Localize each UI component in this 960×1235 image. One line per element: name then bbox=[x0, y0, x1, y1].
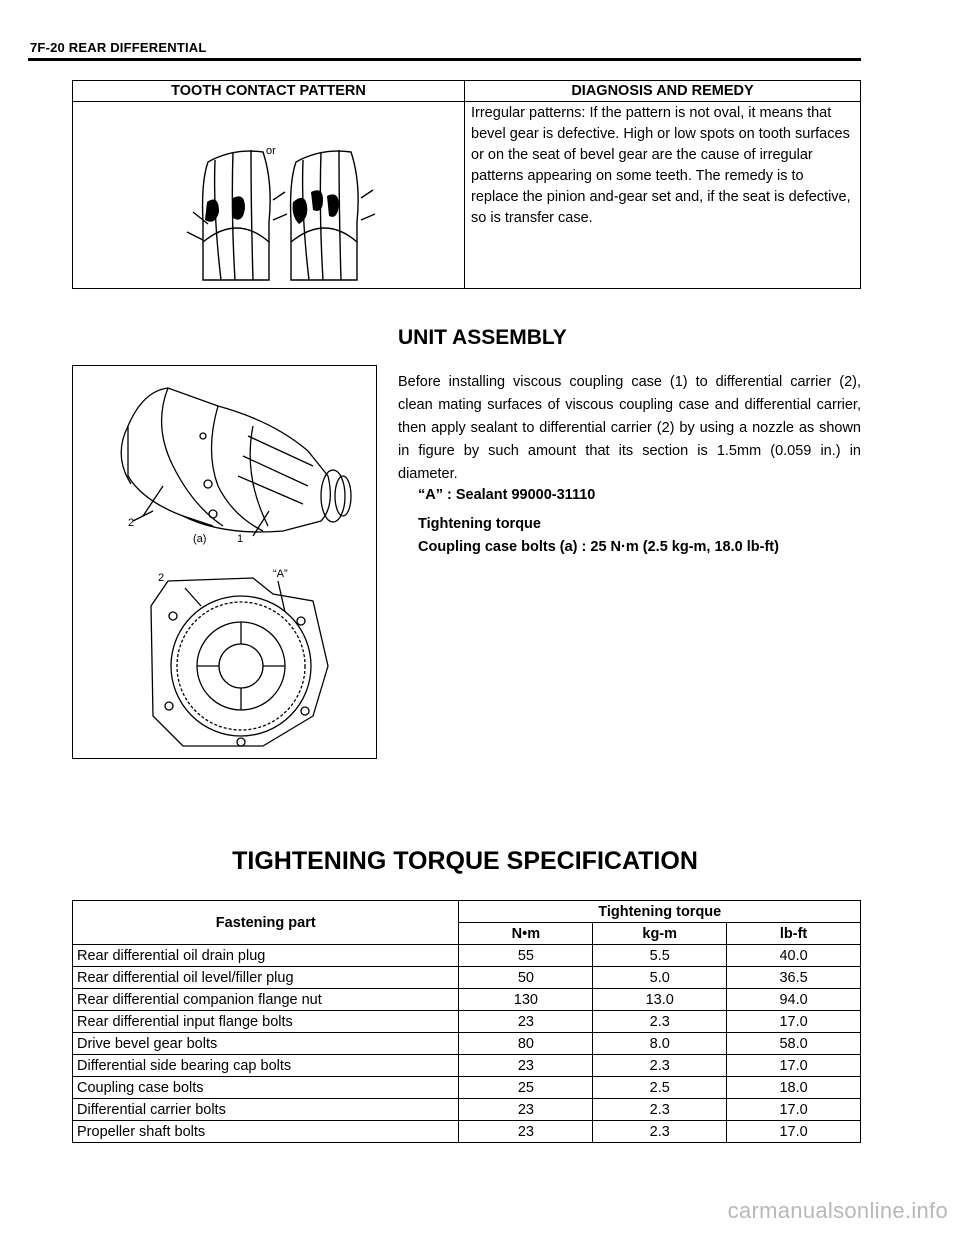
table-row bbox=[73, 1033, 861, 1055]
torque-nm-cell: 25 bbox=[459, 1077, 593, 1099]
label-lower-sealant: “A” bbox=[273, 568, 288, 580]
contact-spots bbox=[205, 190, 339, 224]
remedy-text: Irregular patterns: If the pattern is not oval, it means that bevel gear is defective. High or low spots on tooth surfaces or on the seat of bevel gear are the cause of irregular patterns appearing on some teeth. The remedy is to replace the pinion and-gear set and, if the seat is defective, so is transfer case. bbox=[465, 102, 861, 289]
watermark: carmanualsonline.info bbox=[727, 1198, 948, 1223]
table-row bbox=[73, 1099, 861, 1121]
fastening-part-cell: Differential side bearing cap bolts bbox=[73, 1055, 459, 1077]
fastening-part-cell: Rear differential companion flange nut bbox=[73, 989, 459, 1011]
table-row bbox=[73, 967, 861, 989]
header-tightening-torque: Tightening torque bbox=[459, 901, 861, 923]
torque-kgm-cell: 8.0 bbox=[593, 1033, 727, 1055]
page-header-title: 7F-20 REAR DIFFERENTIAL bbox=[30, 40, 207, 55]
torque-nm-cell: 130 bbox=[459, 989, 593, 1011]
torque-lbft-cell: 58.0 bbox=[727, 1033, 861, 1055]
header-rule bbox=[28, 58, 861, 61]
torque-heading: Tightening torque bbox=[418, 516, 541, 532]
torque-lbft-cell: 94.0 bbox=[727, 989, 861, 1011]
tooth-pattern-figure bbox=[73, 102, 464, 284]
torque-kgm-cell: 5.5 bbox=[593, 945, 727, 967]
torque-lbft-cell: 17.0 bbox=[727, 1121, 861, 1143]
torque-lbft-cell: 17.0 bbox=[727, 1099, 861, 1121]
torque-nm-cell: 23 bbox=[459, 1121, 593, 1143]
torque-spec-title: TIGHTENING TORQUE SPECIFICATION bbox=[232, 847, 698, 875]
label-lower-carrier: 2 bbox=[158, 572, 165, 584]
torque-kgm-cell: 2.3 bbox=[593, 1099, 727, 1121]
diagnosis-row bbox=[73, 102, 861, 289]
torque-lbft-cell: 17.0 bbox=[727, 1011, 861, 1033]
table-row bbox=[73, 989, 861, 1011]
torque-spec-table bbox=[72, 900, 861, 1143]
fastening-part-cell: Rear differential oil level/filler plug bbox=[73, 967, 459, 989]
torque-table-header-row bbox=[73, 901, 861, 923]
torque-nm-cell: 23 bbox=[459, 1011, 593, 1033]
torque-kgm-cell: 2.5 bbox=[593, 1077, 727, 1099]
torque-kgm-cell: 2.3 bbox=[593, 1011, 727, 1033]
torque-nm-cell: 80 bbox=[459, 1033, 593, 1055]
torque-kgm-cell: 5.0 bbox=[593, 967, 727, 989]
torque-lbft-cell: 18.0 bbox=[727, 1077, 861, 1099]
label-upper-case: 1 bbox=[237, 533, 244, 545]
diagnosis-table-header bbox=[73, 81, 861, 102]
assembly-illustration bbox=[73, 366, 376, 758]
label-upper-carrier: 2 bbox=[128, 517, 135, 529]
fastening-part-cell: Propeller shaft bolts bbox=[73, 1121, 459, 1143]
unit-nm: N•m bbox=[459, 923, 593, 945]
unit-kgm: kg-m bbox=[593, 923, 727, 945]
table-row bbox=[73, 945, 861, 967]
label-upper-bolt: (a) bbox=[193, 533, 207, 545]
table-row bbox=[73, 1055, 861, 1077]
table-row bbox=[73, 1077, 861, 1099]
column-header-remedy: DIAGNOSIS AND REMEDY bbox=[465, 81, 861, 102]
unit-assembly-title: UNIT ASSEMBLY bbox=[398, 326, 567, 349]
torque-nm-cell: 23 bbox=[459, 1099, 593, 1121]
table-row bbox=[73, 1121, 861, 1143]
table-row bbox=[73, 1011, 861, 1033]
torque-kgm-cell: 2.3 bbox=[593, 1055, 727, 1077]
torque-kgm-cell: 2.3 bbox=[593, 1121, 727, 1143]
fastening-part-cell: Drive bevel gear bolts bbox=[73, 1033, 459, 1055]
torque-nm-cell: 23 bbox=[459, 1055, 593, 1077]
coupling-torque-value: Coupling case bolts (a) : 25 N·m (2.5 kg-m, 18.0 lb-ft) bbox=[418, 539, 779, 555]
torque-kgm-cell: 13.0 bbox=[593, 989, 727, 1011]
diagnosis-table bbox=[72, 80, 861, 289]
torque-nm-cell: 55 bbox=[459, 945, 593, 967]
torque-lbft-cell: 17.0 bbox=[727, 1055, 861, 1077]
unit-assembly-paragraph: Before installing viscous coupling case (1) to differential carrier (2), clean mating surfaces of viscous coupling case and differential carrier, then apply sealant to differential carrier (2) by using a nozzle as shown in figure by such amount that its section is 1.5mm (0.059 in.) in diameter. bbox=[398, 374, 861, 482]
column-header-pattern: TOOTH CONTACT PATTERN bbox=[73, 81, 465, 102]
fastening-part-cell: Differential carrier bolts bbox=[73, 1099, 459, 1121]
header-fastening-part: Fastening part bbox=[73, 901, 459, 945]
fastening-part-cell: Rear differential oil drain plug bbox=[73, 945, 459, 967]
torque-lbft-cell: 36.5 bbox=[727, 967, 861, 989]
fastening-part-cell: Rear differential input flange bolts bbox=[73, 1011, 459, 1033]
tooth-pattern-cell bbox=[73, 102, 465, 289]
torque-lbft-cell: 40.0 bbox=[727, 945, 861, 967]
unit-assembly-figure bbox=[72, 365, 377, 759]
torque-nm-cell: 50 bbox=[459, 967, 593, 989]
pattern-or-label: or bbox=[266, 145, 276, 157]
fastening-part-cell: Coupling case bolts bbox=[73, 1077, 459, 1099]
unit-lbft: lb-ft bbox=[727, 923, 861, 945]
sealant-spec: “A” : Sealant 99000-31110 bbox=[418, 487, 596, 503]
